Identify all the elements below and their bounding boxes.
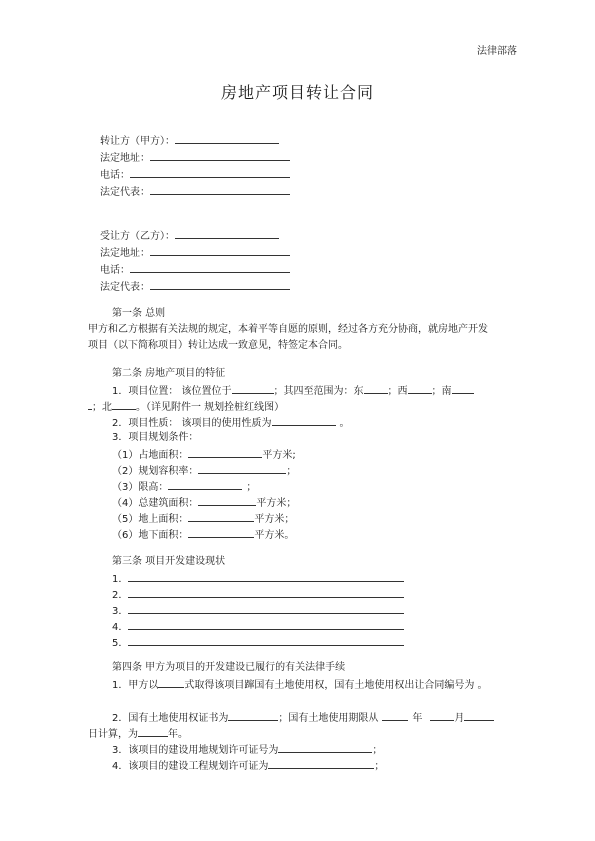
usage-blank [272,416,336,426]
header-brand: 法律部落 [477,46,517,57]
years-blank [138,727,168,737]
article4-item1: 1．甲方以 式取得该项目蹿国有土地使用权，国有土地使用权出让合同编号为 。 [112,680,488,691]
party-a-phone-blank [130,168,290,178]
month-blank [430,711,454,721]
party-a-rep-blank [150,185,290,195]
year-blank [382,711,408,721]
article4-item2-cont: 日计算，为 年。 [88,729,188,740]
party-a-address-blank [150,151,290,161]
condition-3: （3）限高： ； [112,482,257,493]
condition-2: （2）规划容积率： ； [112,466,297,477]
article4-item2: 2．国有土地使用权证书为 ；国有土地使用期限从 年 月 [112,711,494,725]
condition-1: （1）占地面积： 平方米; [112,450,296,461]
party-b-line: 受让方（乙方）： [100,229,279,243]
height-limit-blank [168,480,242,490]
south-blank [452,384,474,394]
party-b-rep-line: 法定代表： [100,280,290,294]
land-area-blank [188,448,262,458]
party-b-address-line: 法定地址： [100,246,290,260]
party-b-phone-blank [130,263,290,273]
party-a-blank [175,134,279,144]
party-b-address-blank [150,246,290,256]
condition-5: （5）地上面积： 平方米； [112,514,295,525]
article4-item4: 4．该项目的建设工程规划许可证为 ； [112,761,385,772]
party-b-phone-line: 电话： [100,263,290,277]
acquisition-method-blank [158,678,184,688]
condition-6: （6）地下面积： 平方米。 [112,530,295,541]
party-a-rep-line: 法定代表： [100,185,290,199]
article2-item1: 1．项目位置： 该位置位于 ；其四至范围为：东 ；西 ；南 [112,384,474,398]
construction-permit-blank [268,759,374,769]
party-a-line: 转让方（甲方）： [100,134,279,148]
article2-heading: 第二条 房地产项目的特征 [112,368,226,379]
article2-item2: 2．项目性质： 该项目的使用性质为 。 [112,418,350,429]
status-item: 3． [112,604,404,618]
above-ground-area-blank [188,512,254,522]
day-blank [464,711,494,721]
party-a-phone-line: 电话： [100,168,290,182]
status-blank [128,620,404,630]
condition-4: （4）总建筑面积： 平方米； [112,498,297,509]
status-item: 4． [112,620,404,634]
article1-text-1: 甲方和乙方根据有关法规的规定，本着平等自愿的原则，经过各方充分协商，就房地产开发 [88,324,488,335]
west-blank [408,384,432,394]
plot-ratio-blank [198,464,286,474]
total-area-blank [198,496,256,506]
east-blank [364,384,388,394]
status-blank [128,636,404,646]
party-b-blank [175,229,279,239]
status-blank [128,572,404,582]
article2-item1-cont: ；北 。（详见附件一 规划拴桩红线图） [88,400,284,414]
status-blank [128,604,404,614]
article1-heading: 第一条 总则 [112,308,166,319]
article2-item3: 3．项目规划条件： [112,432,199,443]
status-item: 2． [112,588,404,602]
article3-heading: 第三条 项目开发建设现状 [112,556,226,567]
status-item: 5． [112,636,404,650]
underground-area-blank [188,528,254,538]
document-title: 房地产项目转让合同 [220,83,374,102]
land-cert-blank [228,711,278,721]
status-item: 1． [112,572,404,586]
party-b-rep-blank [150,280,290,290]
location-blank [232,384,274,394]
land-planning-permit-blank [278,743,372,753]
article4-heading: 第四条 甲方为项目的开发建设已履行的有关法律手续 [112,662,346,673]
article4-item3: 3．该项目的建设用地规划许可证号为 ； [112,745,383,756]
north-blank [112,400,136,410]
party-a-address-line: 法定地址： [100,151,290,165]
status-blank [128,588,404,598]
article1-text-2: 项目（以下简称项目）转让达成一致意见，特签定本合同。 [88,340,348,351]
